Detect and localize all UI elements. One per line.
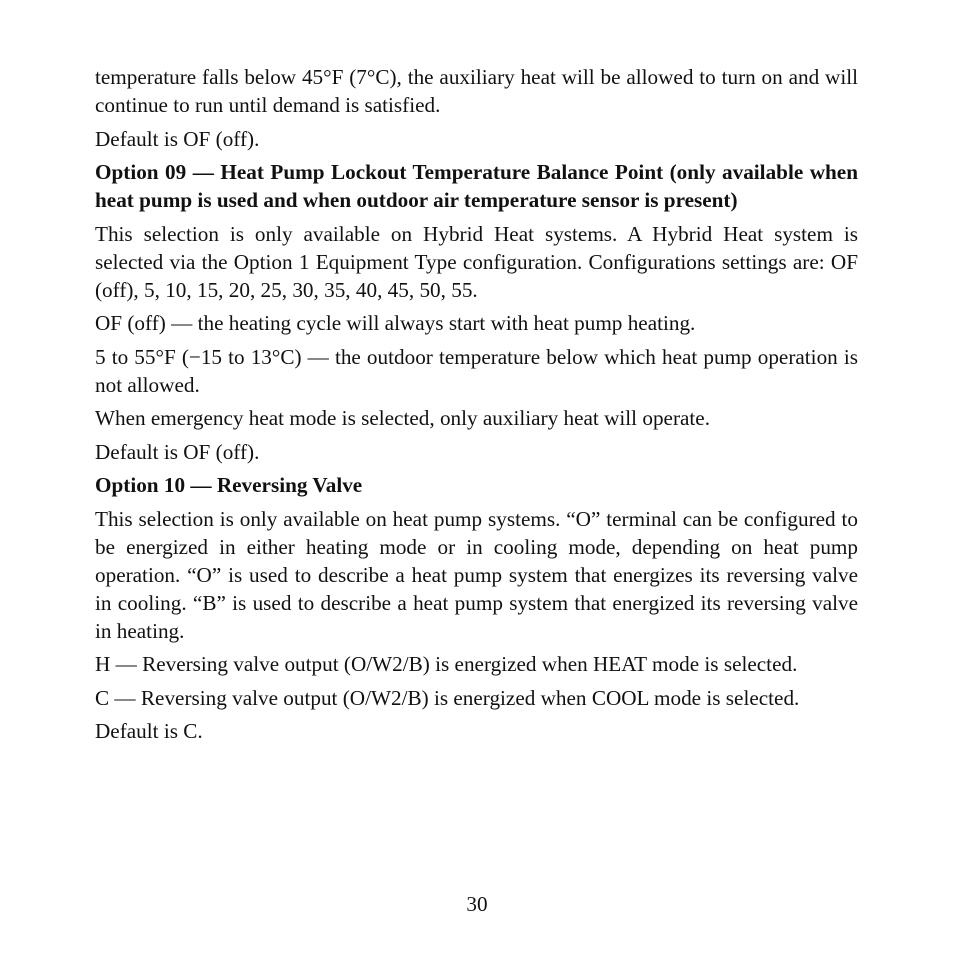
- paragraph-default-c: Default is C.: [95, 719, 203, 743]
- paragraph-temperature-range: 5 to 55°F (−15 to 13°C) — the outdoor temperature below which heat pump operation is not allowed.: [95, 344, 858, 397]
- paragraph-reversing-valve-description: This selection is only available on heat pump systems. “O” terminal can be configured to be energized in either heating mode or in cooling mode, depending on heat pump operation. “O” is used to describe a heat pump system that energizes its reversing valve in cooling. “B” is used to describe a heat pump system that energized its reversing valve in heating.: [95, 506, 858, 643]
- heading-option-09: Option 09 — Heat Pump Lockout Temperature Balance Point (only available when heat pump is used and when outdoor air temperature sensor is present): [95, 160, 858, 212]
- paragraph-default-off-2: Default is OF (off).: [95, 439, 260, 464]
- paragraph-hybrid-heat-settings: This selection is only available on Hybrid Heat systems. A Hybrid Heat system is selected via the Option 1 Equipment Type configuration. Configurations settings are: OF (off), 5, 10, 15, 20, 25, 30, 35, 40, 45, 50, 55.: [95, 221, 858, 302]
- paragraph-cool-mode: C — Reversing valve output (O/W2/B) is energized when COOL mode is selected.: [95, 685, 800, 710]
- paragraph-emergency-heat: When emergency heat mode is selected, only auxiliary heat will operate.: [95, 406, 710, 430]
- paragraph-default-off: Default is OF (off).: [95, 126, 260, 151]
- heading-option-10: Option 10 — Reversing Valve: [95, 473, 363, 497]
- paragraph-off-setting: OF (off) — the heating cycle will always start with heat pump heating.: [95, 311, 696, 335]
- paragraph-aux-heat-continuation: temperature falls below 45°F (7°C), the auxiliary heat will be allowed to turn on and will continue to run until demand is satisfied.: [95, 65, 858, 117]
- manual-page-body: [95, 63, 858, 751]
- paragraph-heat-mode: H — Reversing valve output (O/W2/B) is energized when HEAT mode is selected.: [95, 652, 798, 676]
- page-number: 30: [466, 892, 488, 916]
